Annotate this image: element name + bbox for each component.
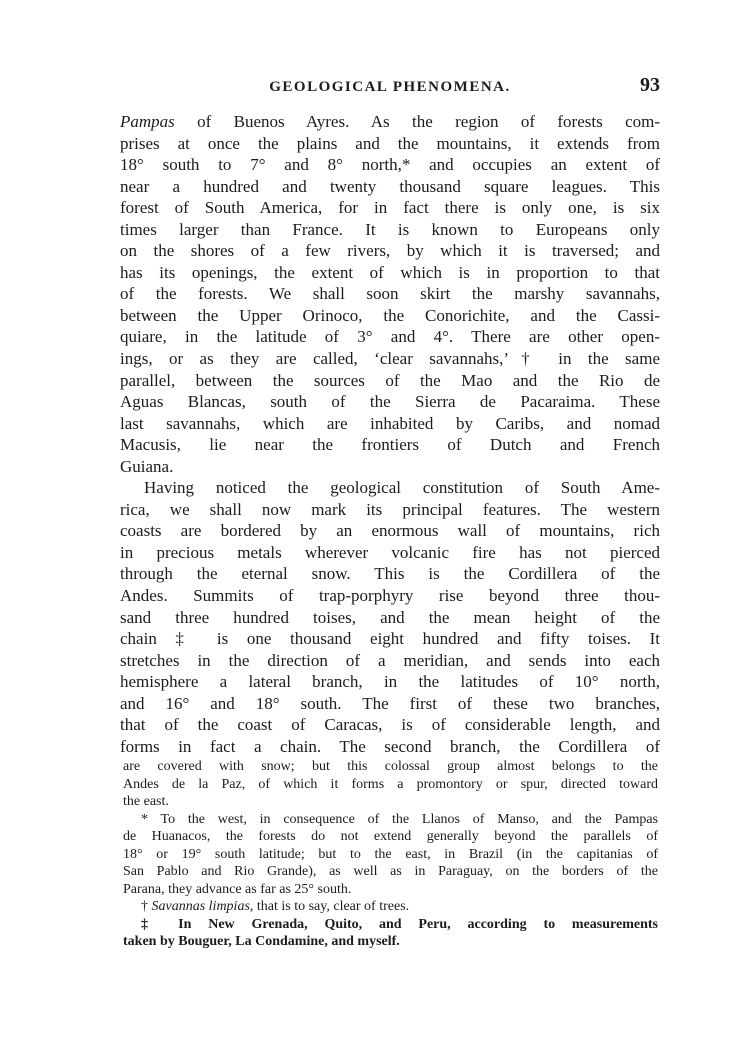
body-line: 18° south to 7° and 8° north,* and occupies an extent of (120, 155, 660, 175)
footnote-line: de Huanacos, the forests do not extend generally beyond the parallels of (123, 829, 658, 845)
footnote-line: taken by Bouguer, La Condamine, and myself. (123, 934, 400, 950)
body-line: stretches in the direction of a meridian, and sends into each (120, 650, 660, 670)
footnote-line: Parana, they advance as far as 25° south. (123, 881, 352, 897)
running-head: GEOLOGICAL PHENOMENA. (269, 79, 511, 95)
page-number: 93 (640, 74, 660, 96)
body-line: Andes. Summits of trap-porphyry rise beyond three thou- (120, 586, 660, 606)
body-line: in precious metals wherever volcanic fire has not pierced (120, 542, 660, 562)
body-line: Macusis, lie near the frontiers of Dutch and French (120, 435, 660, 455)
body-line: coasts are bordered by an enormous wall of mountains, rich (120, 521, 660, 541)
body-line: quiare, in the latitude of 3° and 4°. There are other open- (120, 327, 660, 347)
body-line: on the shores of a few rivers, by which it is traversed; and (120, 241, 660, 261)
body-line: Pampas of Buenos Ayres. As the region of forests com- (120, 112, 660, 131)
body-line: times larger than France. It is known to Europeans only (120, 219, 660, 239)
body-line: near a hundred and twenty thousand square leagues. This (120, 176, 660, 196)
body-line: through the eternal snow. This is the Cordillera of the (120, 564, 660, 584)
body-line: last savannahs, which are inhabited by Caribs, and nomad (120, 413, 660, 433)
body-line: prises at once the plains and the mountains, it extends from (120, 133, 660, 153)
footnote-line: † Savannas limpias, that is to say, clear of trees. (141, 899, 410, 915)
body-line: and 16° and 18° south. The first of these two branches, (120, 693, 660, 713)
body-line: forms in fact a chain. The second branch, the Cordillera of (120, 736, 660, 756)
footnote-line: * To the west, in consequence of the Llanos of Manso, and the Pampas (141, 811, 658, 827)
footnote-line: San Pablo and Rio Grande), as well as in Paraguay, on the borders of the (123, 864, 658, 880)
body-line: Having noticed the geological constitution of South Ame- (144, 478, 660, 498)
body-line: sand three hundred toises, and the mean height of the (120, 607, 660, 627)
footnote-line: are covered with snow; but this colossal group almost belongs to the (123, 759, 658, 774)
body-text (120, 111, 660, 757)
body-line: has its openings, the extent of which is in proportion to that (120, 262, 660, 282)
body-line: parallel, between the sources of the Mao and the Rio de (120, 370, 660, 390)
body-line: ings, or as they are called, ‘clear savannahs,’† in the same (120, 349, 660, 369)
body-line: Guiana. (120, 456, 174, 476)
body-line: rica, we shall now mark its principal features. The western (120, 499, 660, 519)
body-line: between the Upper Orinoco, the Conorichite, and the Cassi- (120, 305, 660, 325)
body-line: Aguas Blancas, south of the Sierra de Pacaraima. These (120, 392, 660, 412)
page-header (120, 74, 660, 102)
body-line: that of the coast of Caracas, is of considerable length, and (120, 715, 660, 735)
body-line: forest of South America, for in fact there is only one, is six (120, 198, 660, 218)
body-line: hemisphere a lateral branch, in the latitudes of 10° north, (120, 672, 660, 692)
body-line: of the forests. We shall soon skirt the marshy savannahs, (120, 284, 660, 304)
footnote-line: 18° or 19° south latitude; but to the east, in Brazil (in the capitanias of (123, 846, 658, 862)
footnote-line: Andes de la Paz, of which it forms a promontory or spur, directed toward (123, 776, 658, 792)
body-line: chain ‡ is one thousand eight hundred and fifty toises. It (120, 629, 660, 649)
footnote-line: ‡ In New Grenada, Quito, and Peru, according to measurements (141, 916, 658, 932)
footnotes (123, 758, 658, 951)
footnote-line: the east. (123, 794, 169, 810)
